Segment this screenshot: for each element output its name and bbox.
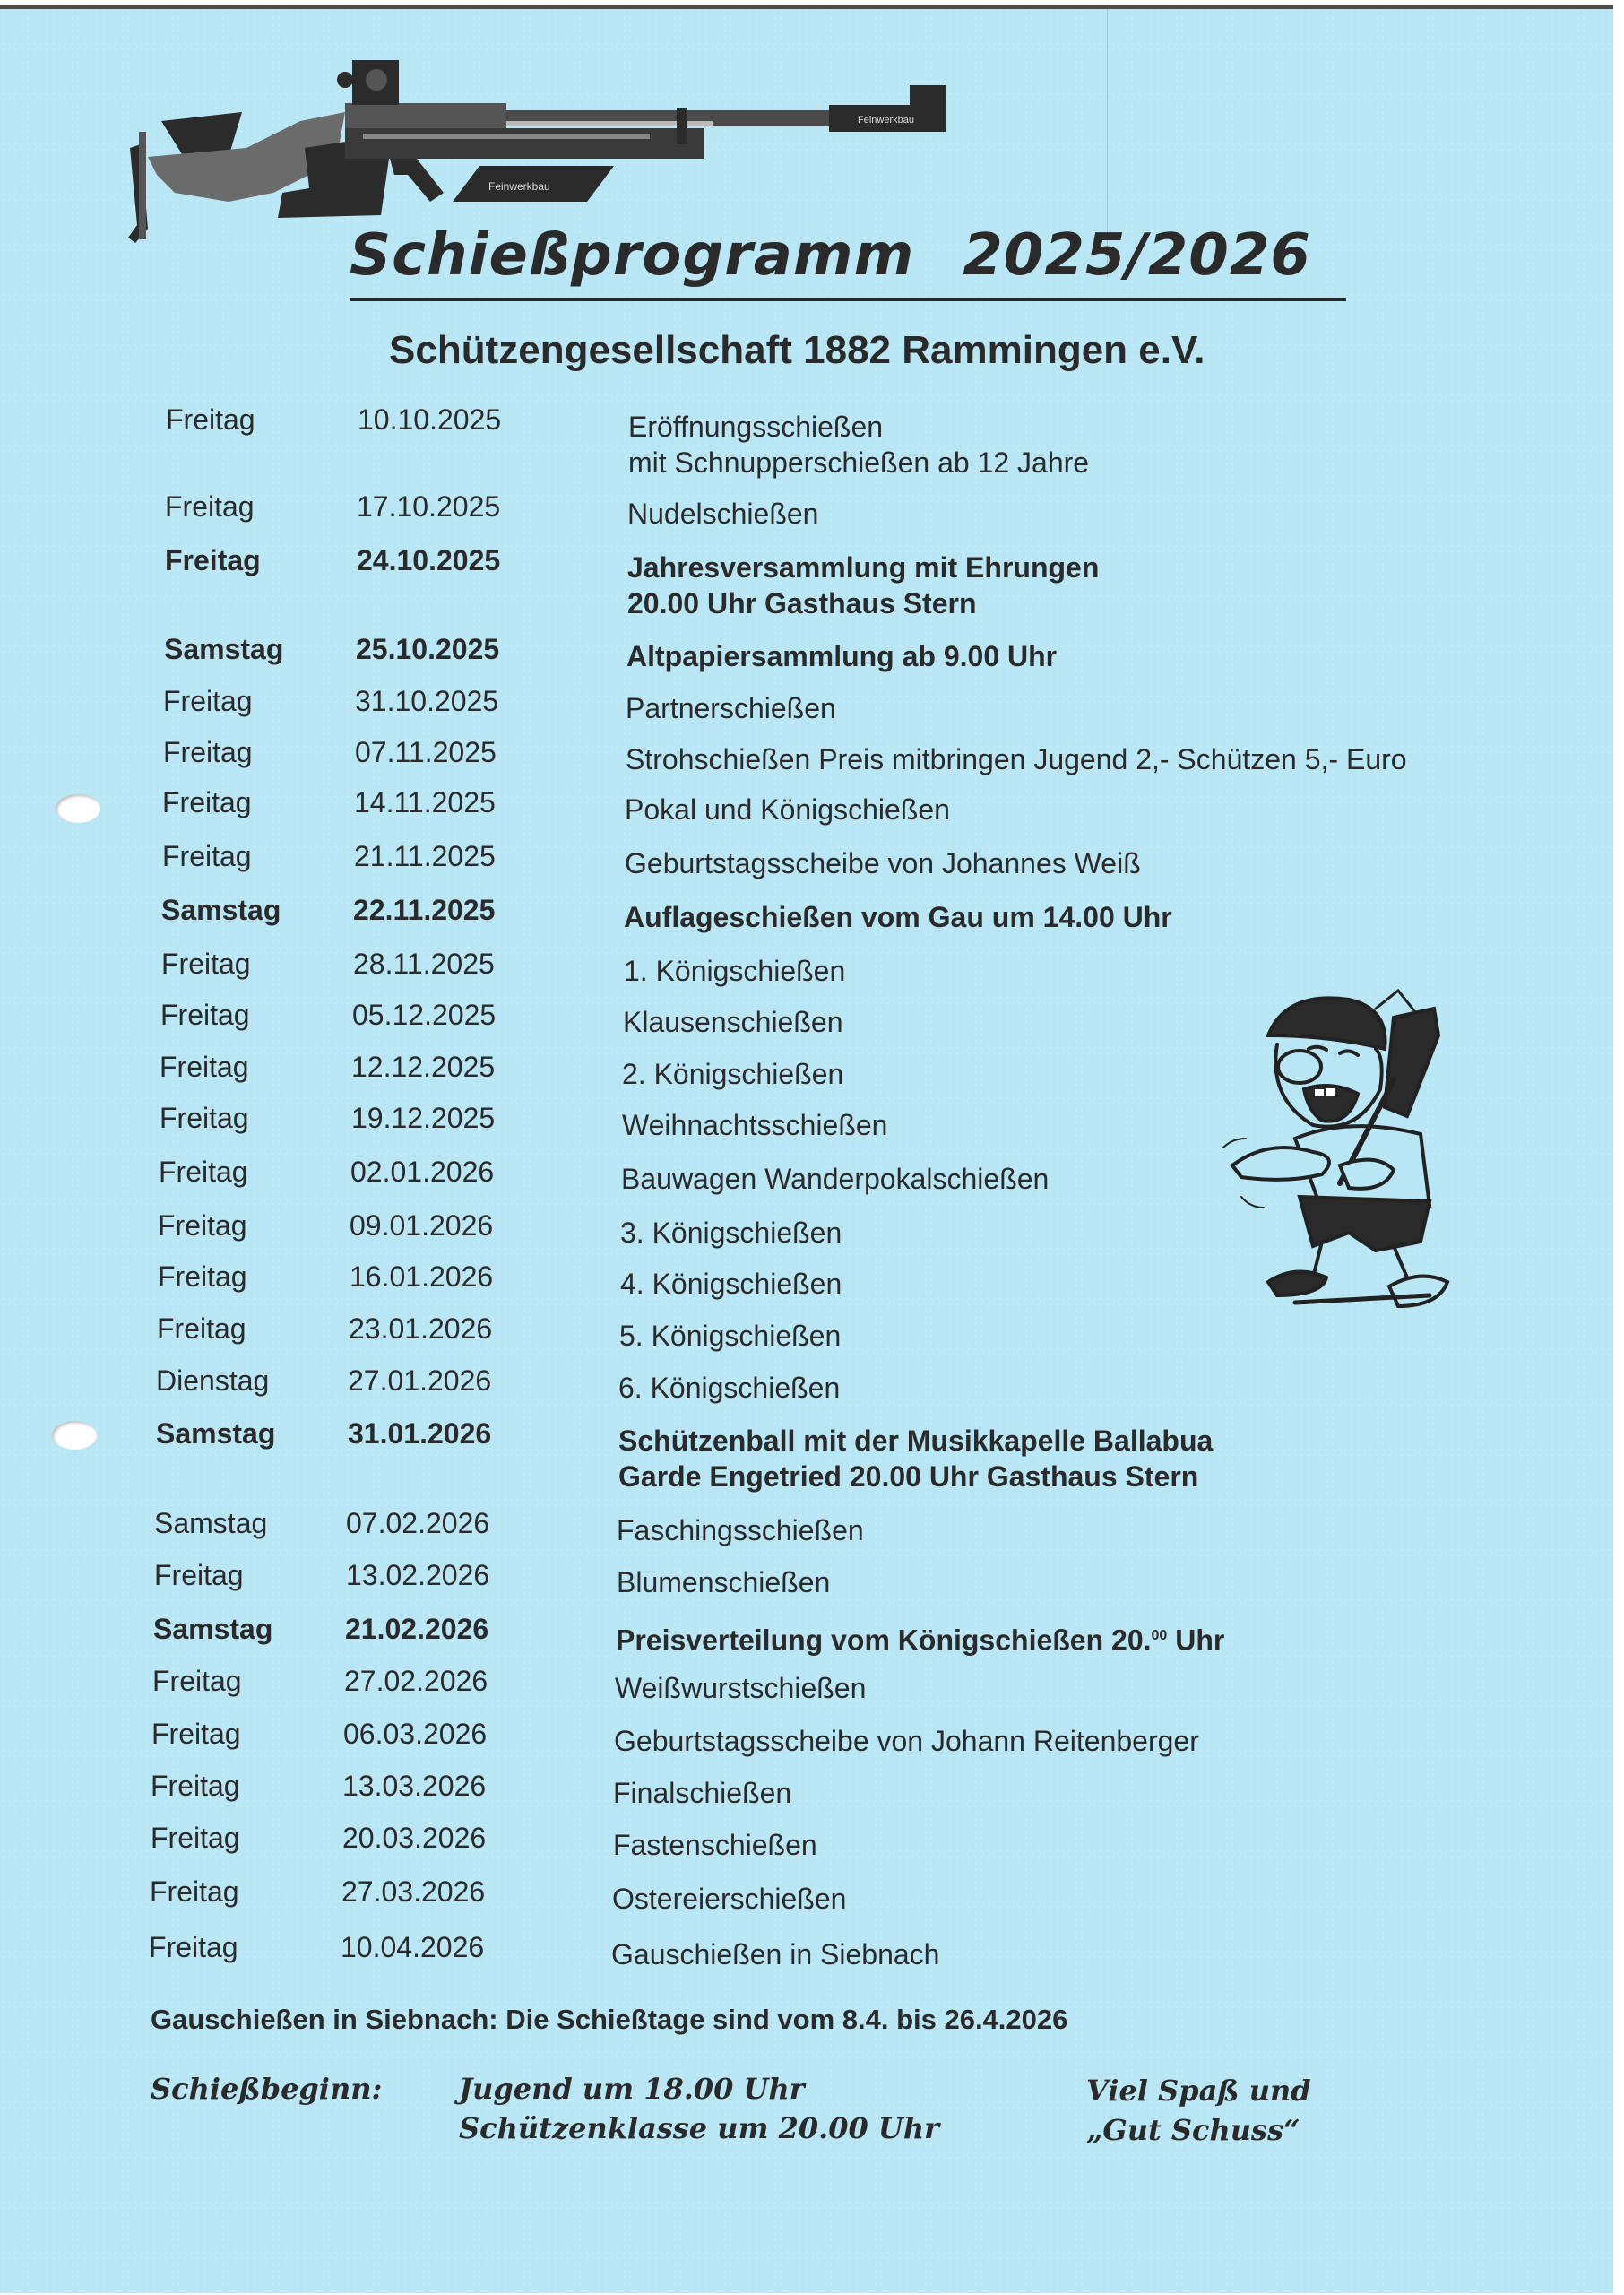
event-day: Freitag — [160, 1102, 249, 1134]
event-title: Preisverteilung vom Königschießen 20. — [616, 1624, 1152, 1657]
event-day: Freitag — [149, 1931, 238, 1963]
event-day: Freitag — [165, 544, 261, 576]
event-date: 13.02.2026 — [346, 1559, 490, 1591]
event-description — [615, 1670, 866, 1706]
event-description — [623, 1004, 842, 1040]
event-title: 5. Königschießen — [619, 1320, 842, 1352]
event-date: 13.03.2026 — [342, 1770, 487, 1802]
event-detail: Garde Engetried 20.00 Uhr Gasthaus Stern — [618, 1460, 1199, 1493]
event-date: 16.01.2026 — [350, 1260, 494, 1293]
event-title: 1. Königschießen — [624, 955, 846, 987]
event-date: 25.10.2025 — [356, 633, 500, 665]
event-day: Freitag — [151, 1770, 240, 1802]
event-day: Freitag — [159, 1156, 248, 1188]
event-day: Freitag — [162, 840, 252, 872]
event-title: Auflageschießen vom Gau um 14.00 Uhr — [624, 901, 1172, 933]
event-title: Eröffnungsschießen — [628, 411, 884, 443]
event-date: 02.01.2026 — [350, 1156, 495, 1188]
event-title: Schützenball mit der Musikkapelle Ballabua — [618, 1425, 1214, 1457]
event-detail: 20.00 Uhr Gasthaus Stern — [627, 587, 977, 619]
event-title: Altpapiersammlung ab 9.00 Uhr — [626, 640, 1058, 672]
event-date: 24.10.2025 — [357, 544, 501, 576]
event-date: 27.03.2026 — [341, 1875, 486, 1908]
event-title: Strohschießen Preis mitbringen Jugend 2,- Schützen 5,- Euro — [626, 743, 1407, 775]
event-date: 27.02.2026 — [344, 1665, 488, 1697]
event-description — [626, 741, 1407, 777]
club-name: Schützengesellschaft 1882 Rammingen e.V. — [389, 328, 1205, 372]
event-day: Freitag — [151, 1822, 240, 1854]
event-date: 17.10.2025 — [357, 490, 501, 523]
event-description — [622, 1056, 843, 1092]
event-title: Weißwurstschießen — [615, 1672, 867, 1704]
event-description — [611, 1936, 939, 1972]
event-description — [618, 1370, 840, 1406]
event-day: Freitag — [160, 1051, 249, 1083]
event-date: 31.01.2026 — [348, 1417, 492, 1450]
event-description — [616, 1618, 1224, 1658]
event-day: Freitag — [158, 1260, 247, 1293]
event-description — [626, 638, 1057, 674]
event-title: Partnerschießen — [626, 692, 836, 724]
event-description — [617, 1512, 864, 1548]
event-date: 09.01.2026 — [350, 1209, 494, 1242]
event-day: Freitag — [160, 999, 250, 1031]
event-description — [618, 1423, 1213, 1494]
event-description — [621, 1161, 1049, 1197]
event-description — [613, 1827, 817, 1863]
paper-sheet — [0, 5, 1613, 2293]
event-description — [624, 899, 1172, 935]
event-title: Finalschießen — [613, 1777, 792, 1809]
page-title — [350, 222, 1346, 289]
event-title: 3. Königschießen — [620, 1217, 842, 1249]
event-day: Freitag — [163, 685, 253, 717]
event-title: Blumenschießen — [617, 1566, 831, 1598]
event-date: 27.01.2026 — [348, 1364, 492, 1397]
event-date: 14.11.2025 — [354, 786, 496, 818]
event-day: Freitag — [161, 948, 251, 980]
event-day: Samstag — [154, 1507, 268, 1539]
event-date: 31.10.2025 — [355, 685, 499, 717]
event-description — [619, 1318, 841, 1354]
event-day: Freitag — [163, 736, 253, 768]
event-day: Freitag — [158, 1209, 247, 1242]
closing-wish-line-1: Viel Spaß und — [1086, 2074, 1311, 2108]
event-title: Geburtstagsscheibe von Johannes Weiß — [625, 847, 1141, 879]
event-date: 07.11.2025 — [355, 736, 497, 768]
event-description — [620, 1215, 842, 1251]
event-description — [620, 1266, 842, 1302]
event-title: Jahresversammlung mit Ehrungen — [627, 551, 1100, 584]
event-day: Freitag — [154, 1559, 244, 1591]
punch-hole-bottom — [52, 1421, 97, 1450]
event-day: Samstag — [161, 894, 281, 926]
event-title: 2. Königschießen — [622, 1058, 844, 1090]
event-day: Freitag — [165, 490, 255, 523]
event-detail: mit Schnupperschießen ab 12 Jahre — [628, 446, 1090, 479]
event-day: Samstag — [153, 1613, 273, 1645]
event-title: Geburtstagsscheibe von Johann Reitenberger — [614, 1725, 1199, 1757]
event-date: 05.12.2025 — [352, 999, 497, 1031]
event-title: Bauwagen Wanderpokalschießen — [621, 1163, 1050, 1195]
event-date: 22.11.2025 — [353, 894, 496, 926]
event-day: Dienstag — [156, 1364, 270, 1397]
event-title: Ostereierschießen — [612, 1883, 847, 1915]
closing-wish — [1086, 2071, 1311, 2150]
event-day: Freitag — [162, 786, 252, 818]
event-day: Freitag — [157, 1312, 246, 1345]
adult-start-time: Schützenklasse um 20.00 Uhr — [459, 2111, 939, 2145]
event-description — [613, 1775, 791, 1811]
event-day: Freitag — [151, 1718, 241, 1750]
event-description — [614, 1723, 1199, 1759]
event-title: Klausenschießen — [623, 1006, 843, 1038]
gauschiessen-note: Gauschießen in Siebnach: Die Schießtage sind vom 8.4. bis 26.4.2026 — [151, 2004, 1068, 2035]
event-description — [628, 409, 1089, 481]
event-description — [627, 550, 1099, 621]
season-year: 2025/2026 — [963, 222, 1311, 289]
event-title: Nudelschießen — [627, 498, 819, 530]
event-date: 12.12.2025 — [351, 1051, 496, 1083]
event-time-superscript: 00 — [1151, 1628, 1168, 1643]
event-day: Freitag — [166, 403, 255, 436]
event-time-suffix: Uhr — [1167, 1624, 1225, 1657]
youth-start-time: Jugend um 18.00 Uhr — [459, 2072, 805, 2106]
event-description — [625, 845, 1141, 881]
event-title: Pokal und Königschießen — [625, 793, 950, 826]
event-description — [617, 1564, 830, 1600]
event-date: 19.12.2025 — [351, 1102, 496, 1134]
event-date: 23.01.2026 — [349, 1312, 493, 1345]
event-title: Gauschießen in Siebnach — [611, 1938, 940, 1970]
rifle-brand-label-muzzle: Feinwerkbau — [858, 115, 914, 126]
event-date: 10.04.2026 — [341, 1931, 485, 1963]
event-title: Faschingsschießen — [617, 1514, 864, 1546]
event-description — [627, 496, 818, 532]
event-date: 07.02.2026 — [346, 1507, 490, 1539]
event-date: 28.11.2025 — [353, 948, 495, 980]
event-day: Freitag — [150, 1875, 239, 1908]
event-title: Weihnachtsschießen — [622, 1109, 888, 1141]
event-date: 20.03.2026 — [342, 1822, 487, 1854]
event-date: 21.02.2026 — [345, 1613, 489, 1645]
event-description — [625, 792, 950, 827]
event-title: 4. Königschießen — [620, 1268, 842, 1300]
event-date: 10.10.2025 — [358, 403, 502, 436]
event-description — [624, 953, 845, 989]
laughing-shooter-cartoon — [1214, 973, 1483, 1313]
start-times — [459, 2069, 939, 2148]
punch-hole-top — [56, 794, 100, 823]
event-title: 6. Königschießen — [618, 1372, 841, 1404]
event-description — [612, 1881, 846, 1917]
title-text: Schießprogramm — [350, 222, 915, 289]
event-day: Samstag — [156, 1417, 276, 1450]
title-underline — [350, 298, 1346, 301]
rifle-brand-label-forend: Feinwerkbau — [488, 180, 550, 193]
event-date: 21.11.2025 — [354, 840, 496, 872]
event-day: Samstag — [164, 633, 284, 665]
event-day: Freitag — [152, 1665, 242, 1697]
event-title: Fastenschießen — [613, 1829, 817, 1861]
event-description — [626, 690, 836, 726]
event-description — [622, 1107, 887, 1143]
event-date: 06.03.2026 — [343, 1718, 488, 1750]
closing-wish-line-2: „Gut Schuss“ — [1086, 2113, 1300, 2147]
start-time-label: Schießbeginn: — [151, 2072, 383, 2106]
